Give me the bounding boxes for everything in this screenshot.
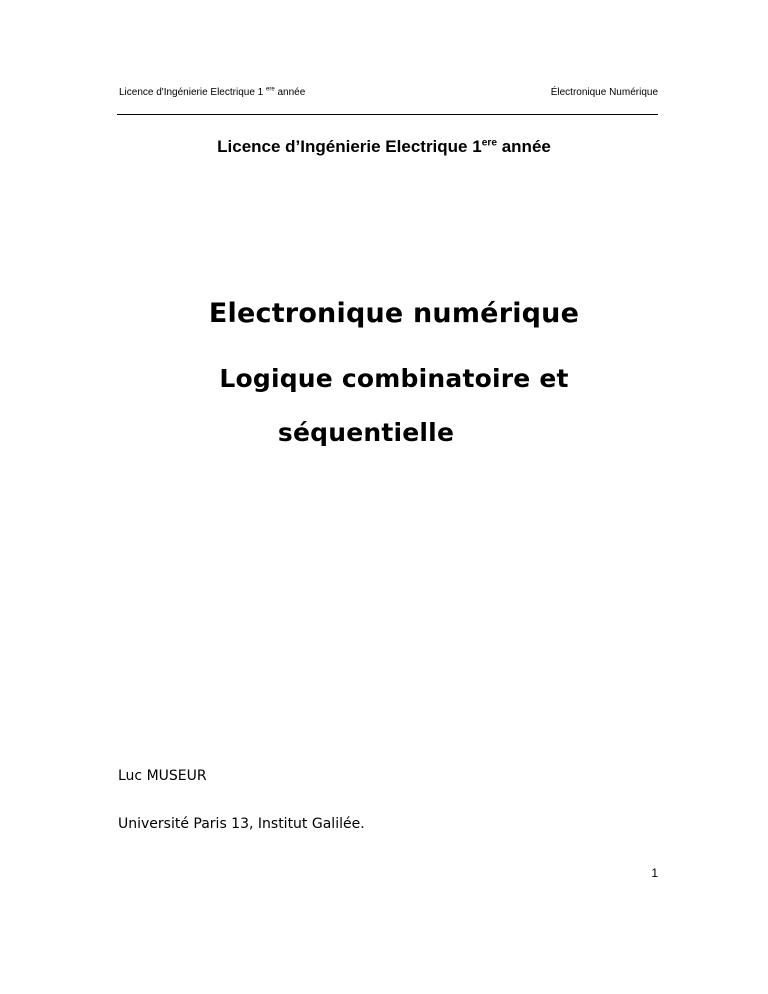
course-title-superscript: ere (481, 137, 497, 149)
main-title-line-2: Logique combinatoire et (219, 364, 569, 393)
header-subject-label: Électronique Numérique (550, 87, 658, 98)
author-affiliation: Université Paris 13, Institut Galilée. (118, 816, 365, 832)
header-course-superscript: ere (266, 86, 275, 93)
header-divider (117, 114, 658, 115)
header-course-year: année (277, 87, 306, 98)
main-title-line-3: séquentielle (277, 418, 455, 447)
main-title-line-1: Electronique numérique (208, 298, 580, 329)
course-title-year: année (501, 137, 551, 156)
course-title-text: Licence d’Ingénierie Electrique 1 (217, 137, 482, 156)
page-header (117, 82, 658, 104)
author-name: Luc MUSEUR (118, 768, 207, 784)
header-course-label (119, 87, 305, 98)
header-course-text: Licence d'Ingénierie Electrique 1 (119, 87, 264, 98)
page-number: 1 (651, 866, 658, 880)
course-title (0, 137, 768, 157)
